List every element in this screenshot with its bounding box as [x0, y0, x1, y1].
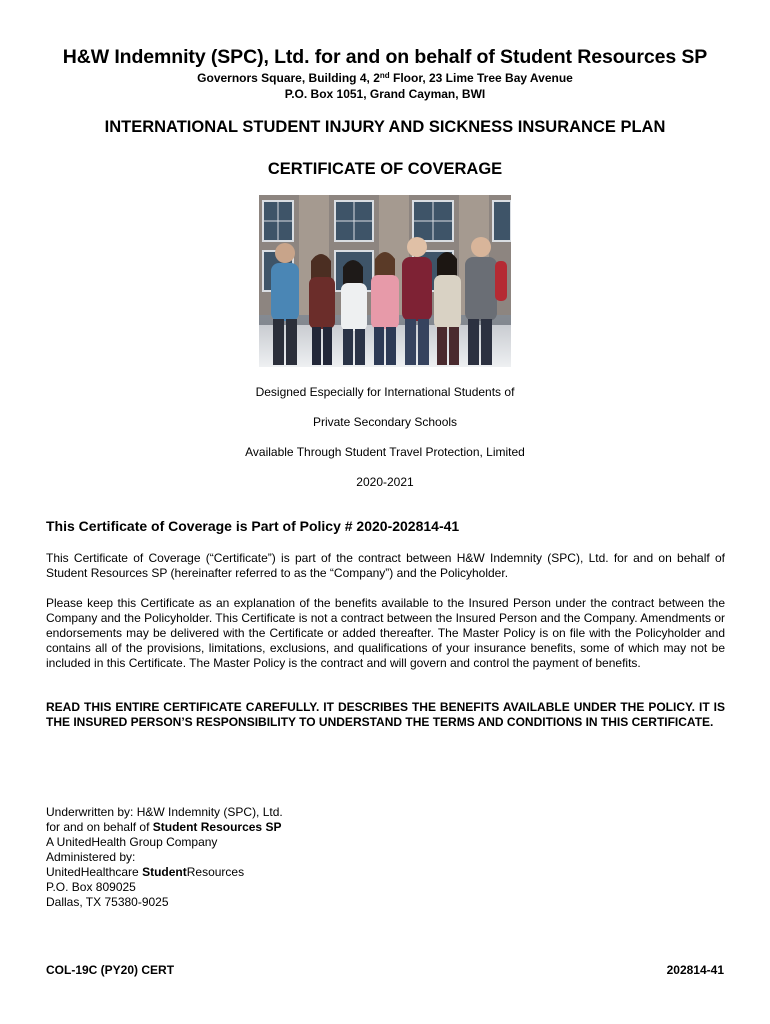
behalf-entity: Student Resources SP — [152, 820, 282, 834]
po-box-line: P.O. Box 809025 — [46, 880, 136, 894]
parent-company-line: A UnitedHealth Group Company — [46, 835, 218, 849]
administrator-suffix: Resources — [186, 865, 245, 879]
tagline-schools: Private Secondary Schools — [312, 415, 458, 429]
address-superscript: nd — [379, 71, 390, 80]
intro-paragraph: This Certificate of Coverage (“Certificate”) is part of the contract between H&W Indemnity (SPC), Ltd. for and on behalf of Student Resources SP (hereinafter referred to as the “Company”) and the Policyholder. — [46, 551, 725, 580]
tagline-availability: Available Through Student Travel Protection, Limited — [245, 445, 525, 459]
administrator-line — [46, 865, 446, 880]
city-line: Dallas, TX 75380-9025 — [46, 895, 169, 909]
address-text-a: Governors Square, Building 4, 2 — [197, 71, 380, 85]
address-line-2: P.O. Box 1051, Grand Cayman, BWI — [284, 87, 486, 101]
form-code: COL-19C (PY20) CERT — [46, 963, 175, 977]
plan-title: INTERNATIONAL STUDENT INJURY AND SICKNESS INSURANCE PLAN — [104, 118, 666, 136]
administrator-bold: Student — [142, 865, 187, 879]
tagline-audience: Designed Especially for International Students of — [255, 385, 515, 399]
footer-policy-number: 202814-41 — [666, 963, 724, 977]
students-group-photo — [259, 195, 511, 367]
underwriter-block — [46, 805, 446, 910]
warning-paragraph: READ THIS ENTIRE CERTIFICATE CAREFULLY. IT DESCRIBES THE BENEFITS AVAILABLE UNDER THE POLICY. IT IS THE INSURED PERSON’S RESPONSIBILITY TO UNDERSTAND THE TERMS AND CONDITIONS IN THIS CERTIFICATE. — [46, 700, 725, 729]
address-line-1 — [0, 71, 770, 85]
tagline-plan-year: 2020-2021 — [356, 475, 414, 489]
address-text-b: Floor, 23 Lime Tree Bay Avenue — [389, 71, 573, 85]
underwriter-line: Underwritten by: H&W Indemnity (SPC), Ltd. — [46, 805, 283, 819]
behalf-line — [46, 820, 446, 835]
certificate-title: CERTIFICATE OF COVERAGE — [267, 160, 503, 178]
company-name: H&W Indemnity (SPC), Ltd. for and on behalf of Student Resources SP — [62, 46, 708, 68]
administered-by-line: Administered by: — [46, 850, 136, 864]
policy-heading: This Certificate of Coverage is Part of Policy # 2020-202814-41 — [46, 518, 460, 534]
administrator-prefix: UnitedHealthcare — [46, 865, 143, 879]
behalf-prefix: for and on behalf of — [46, 820, 153, 834]
explanation-paragraph: Please keep this Certificate as an explanation of the benefits available to the Insured Person under the contract between the Company and the Policyholder. This Certificate is not a contract between the Insured Person and the Company. Amendments or endorsements may be delivered with the Certificate or added thereafter. The Master Policy is on file with the Policyholder and contains all of the provisions, limitations, exclusions, and qualifications of your insurance benefits, some of which may not be included in this Certificate. The Master Policy is the contract and will govern and control the payment of benefits. — [46, 596, 725, 670]
